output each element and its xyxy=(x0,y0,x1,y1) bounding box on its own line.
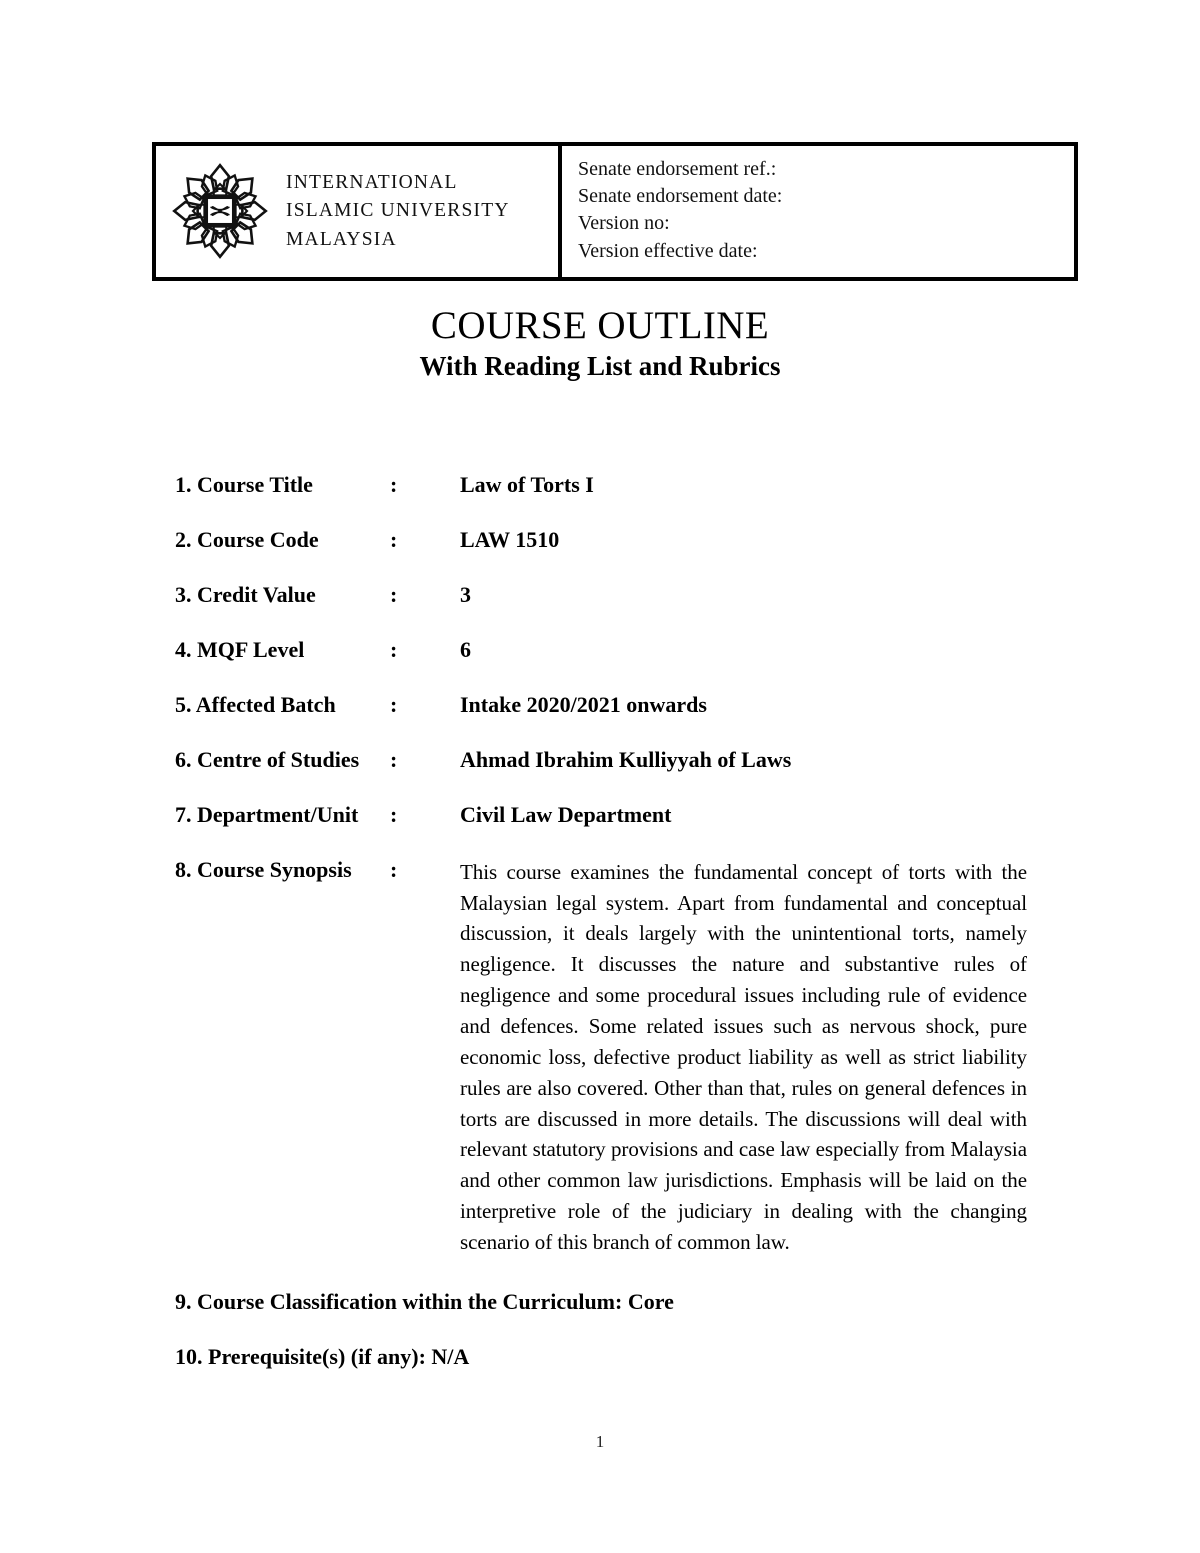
info-row-centre-of-studies xyxy=(175,747,1035,773)
info-row-course-synopsis xyxy=(175,857,1035,1258)
page-title: COURSE OUTLINE xyxy=(430,304,770,347)
info-row-mqf-level xyxy=(175,637,1035,663)
course-classification-item: 9. Course Classification within the Curriculum: Core xyxy=(175,1289,674,1314)
info-label: 3. Credit Value xyxy=(175,581,316,607)
document-header-table xyxy=(152,142,1078,281)
info-value: Ahmad Ibrahim Kulliyyah of Laws xyxy=(460,746,792,772)
info-label: 7. Department/Unit xyxy=(175,801,359,827)
version-no-label: Version no: xyxy=(578,212,670,235)
info-value: LAW 1510 xyxy=(460,526,560,552)
info-label: 4. MQF Level xyxy=(175,636,305,662)
university-name-line-2: ISLAMIC UNIVERSITY xyxy=(286,200,510,222)
university-name-line-1: INTERNATIONAL xyxy=(286,171,458,193)
info-value: 3 xyxy=(460,581,471,607)
university-name xyxy=(286,169,510,254)
info-label: 8. Course Synopsis xyxy=(175,856,352,882)
info-label: 1. Course Title xyxy=(175,472,313,497)
senate-endorsement-ref-label: Senate endorsement ref.: xyxy=(578,158,777,180)
info-colon: : xyxy=(390,526,398,552)
iium-rosette-logo-icon xyxy=(168,159,272,263)
page-subtitle: With Reading List and Rubrics xyxy=(419,351,781,381)
info-row-course-code xyxy=(175,527,1035,553)
header-identity-cell xyxy=(156,146,562,277)
info-label: 2. Course Code xyxy=(175,526,319,552)
info-value: Law of Torts I xyxy=(460,472,594,497)
info-colon: : xyxy=(390,636,398,662)
info-colon: : xyxy=(390,581,398,607)
info-row-department-unit xyxy=(175,802,1035,828)
info-row-credit-value xyxy=(175,582,1035,608)
info-value: Civil Law Department xyxy=(460,801,672,827)
info-value: Intake 2020/2021 onwards xyxy=(460,691,707,717)
prerequisite-item: 10. Prerequisite(s) (if any): N/A xyxy=(175,1344,470,1369)
info-row-affected-batch xyxy=(175,692,1035,718)
info-colon: : xyxy=(390,801,398,827)
version-effective-date-label: Version effective date: xyxy=(578,239,758,262)
university-name-line-3: MALAYSIA xyxy=(286,228,397,250)
info-colon: : xyxy=(390,472,398,497)
header-endorsement-cell xyxy=(562,146,1074,277)
info-row-course-title xyxy=(175,472,1035,498)
course-info-list xyxy=(175,472,1035,1258)
info-label: 5. Affected Batch xyxy=(175,691,336,717)
course-synopsis-text: This course examines the fundamental concept of torts with the Malaysian legal system. Apart from fundamental and conceptual discussion, it deals largely with the unintentional torts, namely negligence. It discusses the nature and substantive rules of negligence and some procedural issues including rule of evidence and defences. Some related issues such as nervous shock, pure economic loss, defective product liability as well as strict liability rules are also covered. Other than that, rules on general defences in torts are discussed in more details. The discussions will deal with relevant statutory provisions and case law especially from Malaysia and other common law jurisdictions. Emphasis will be laid on the interpretive role of the judiciary in dealing with the changing scenario of this branch of common law. xyxy=(460,859,1027,1254)
info-colon: : xyxy=(390,691,398,717)
info-value: 6 xyxy=(460,636,471,662)
info-colon: : xyxy=(390,746,398,772)
page-number: 1 xyxy=(595,1432,605,1451)
senate-endorsement-date-label: Senate endorsement date: xyxy=(578,185,783,208)
info-label: 6. Centre of Studies xyxy=(175,746,360,772)
info-colon: : xyxy=(390,856,398,882)
